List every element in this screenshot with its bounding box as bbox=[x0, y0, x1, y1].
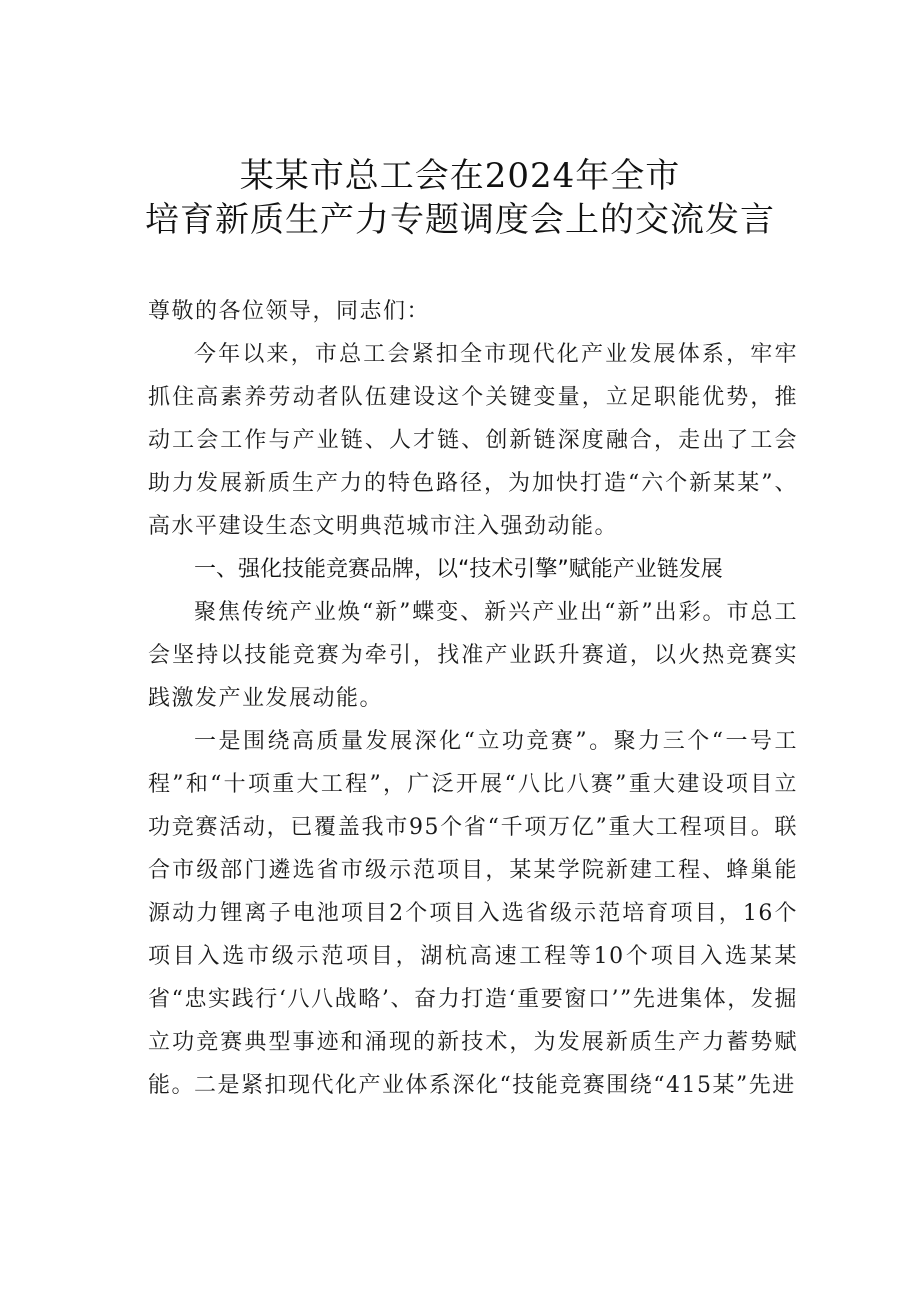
document-title-line-2: 培育新质生产力专题调度会上的交流发言 bbox=[145, 200, 775, 240]
paragraph-point-2: 二是紧扣现代化产业体系深化“技能竞赛围绕“415某”先进 bbox=[194, 1073, 796, 1098]
paragraph-point-1: 一是围绕高质量发展深化“立功竞赛”。聚力三个“一号工程”和“十项重大工程”，广泛开展“八比八赛”重大建设项目立功竞赛活动，已覆盖我市95个省“千项万亿”重大工程项目。联合市级部门遴选省市级示范项目，某某学院新建工程、蜂巢能源动力锂离子电池项目2个项目入选省级示范培育项目，16个项目入选市级示范项目，湖杭高速工程等10个项目入选某某省“忠实践行‘八八战略’、奋力打造‘重要窗口’”先进集体，发掘立功竞赛典型事迹和涌现的新技术，为发展新质生产力蓄势赋能。 bbox=[148, 729, 798, 1098]
section-heading-1: 一、强化技能竞赛品牌，以“技术引擎”赋能产业链发展 bbox=[194, 557, 723, 582]
salutation: 尊敬的各位领导，同志们： bbox=[148, 299, 431, 324]
paragraph-intro: 今年以来，市总工会紧扣全市现代化产业发展体系，牢牢抓住高素养劳动者队伍建设这个关键变量，立足职能优势，推动工会工作与产业链、人才链、创新链深度融合，走出了工会助力发展新质生产力的特色路径，为加快打造“六个新某某”、高水平建设生态文明典范城市注入强劲动能。 bbox=[148, 342, 798, 539]
paragraph-section-1-intro: 聚焦传统产业焕“新”蝶变、新兴产业出“新”出彩。市总工会坚持以技能竞赛为牵引，找准产业跃升赛道，以火热竞赛实践激发产业发展动能。 bbox=[148, 600, 798, 711]
document-title-line-1: 某某市总工会在2024年全市 bbox=[239, 156, 681, 196]
